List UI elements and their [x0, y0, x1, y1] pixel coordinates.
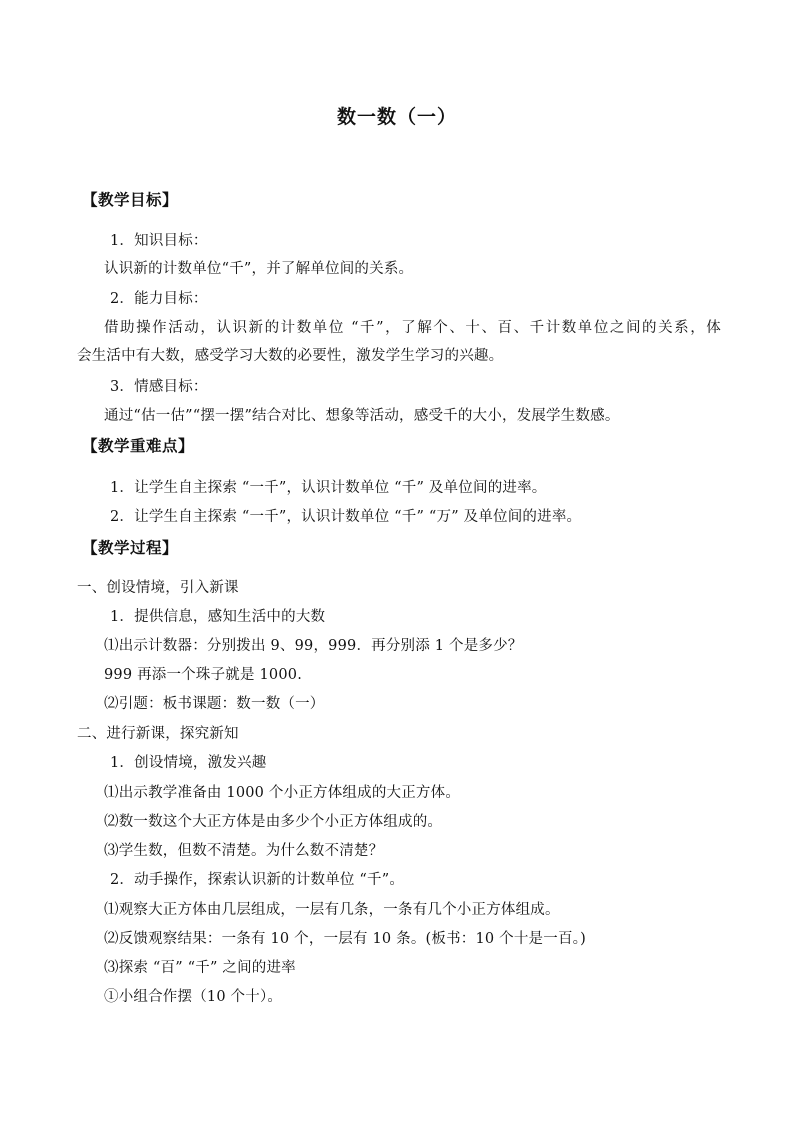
process-part2-p5: ⑵反馈观察结果：一条有 10 个，一层有 10 条。(板书：10 个十是一百。): [104, 931, 586, 947]
section-heading-process: 【教学过程】: [82, 538, 179, 557]
process-part2-p3: ⑶学生数，但数不清楚。为什么数不清楚？: [104, 843, 384, 859]
process-part2-sub2: 2．动手操作，探索认识新的计数单位 “千”。: [110, 872, 405, 888]
key-point-1: 1．让学生自主探索 “一千”，认识计数单位 “千” 及单位间的进率。: [110, 480, 547, 496]
goal-3-label: 3．情感目标：: [110, 379, 208, 395]
process-part2-p7: ①小组合作摆（10 个十）。: [104, 989, 283, 1005]
document-title: 数一数（一）: [336, 106, 457, 128]
process-part1-sub1: 1．提供信息，感知生活中的大数: [110, 609, 326, 625]
goal-2-text-line1: 借助操作活动，认识新的计数单位 “千”，了解个、十、百、千计数单位之间的关系，体: [104, 320, 721, 336]
goal-1-text: 认识新的计数单位“千”，并了解单位间的关系。: [104, 261, 414, 277]
section-heading-key-points: 【教学重难点】: [82, 436, 195, 455]
goal-3-text: 通过“估一估”“摆一摆”结合对比、想象等活动，感受千的大小，发展学生数感。: [104, 408, 620, 424]
process-part2-p1: ⑴出示教学准备由 1000 个小正方体组成的大正方体。: [104, 785, 461, 801]
process-part2-heading: 二、进行新课，探究新知: [77, 726, 239, 742]
section-heading-goals: 【教学目标】: [82, 190, 179, 209]
process-part2-sub1: 1．创设情境，激发兴趣: [110, 755, 267, 771]
goal-2-label: 2．能力目标：: [110, 291, 208, 307]
process-part1-p3: ⑵引题：板书课题：数一数（一）: [104, 696, 325, 712]
goal-1-label: 1．知识目标：: [110, 233, 208, 249]
key-point-2: 2．让学生自主探索 “一千”，认识计数单位 “千” “万” 及单位间的进率。: [110, 509, 582, 525]
process-part2-p6: ⑶探索 “百” “千” 之间的进率: [104, 960, 296, 976]
process-part1-heading: 一、创设情境，引入新课: [77, 580, 239, 596]
goal-2-text-line2: 会生活中有大数，感受学习大数的必要性，激发学生学习的兴趣。: [77, 348, 504, 364]
process-part2-p2: ⑵数一数这个大正方体是由多少个小正方体组成的。: [104, 814, 443, 830]
process-part2-p4: ⑴观察大正方体由几层组成，一层有几条，一条有几个小正方体组成。: [104, 902, 560, 918]
process-part1-p2: 999 再添一个珠子就是 1000.: [104, 667, 303, 683]
process-part1-p1: ⑴出示计数器：分别拨出 9、99，999．再分别添 1 个是多少？: [104, 638, 523, 654]
